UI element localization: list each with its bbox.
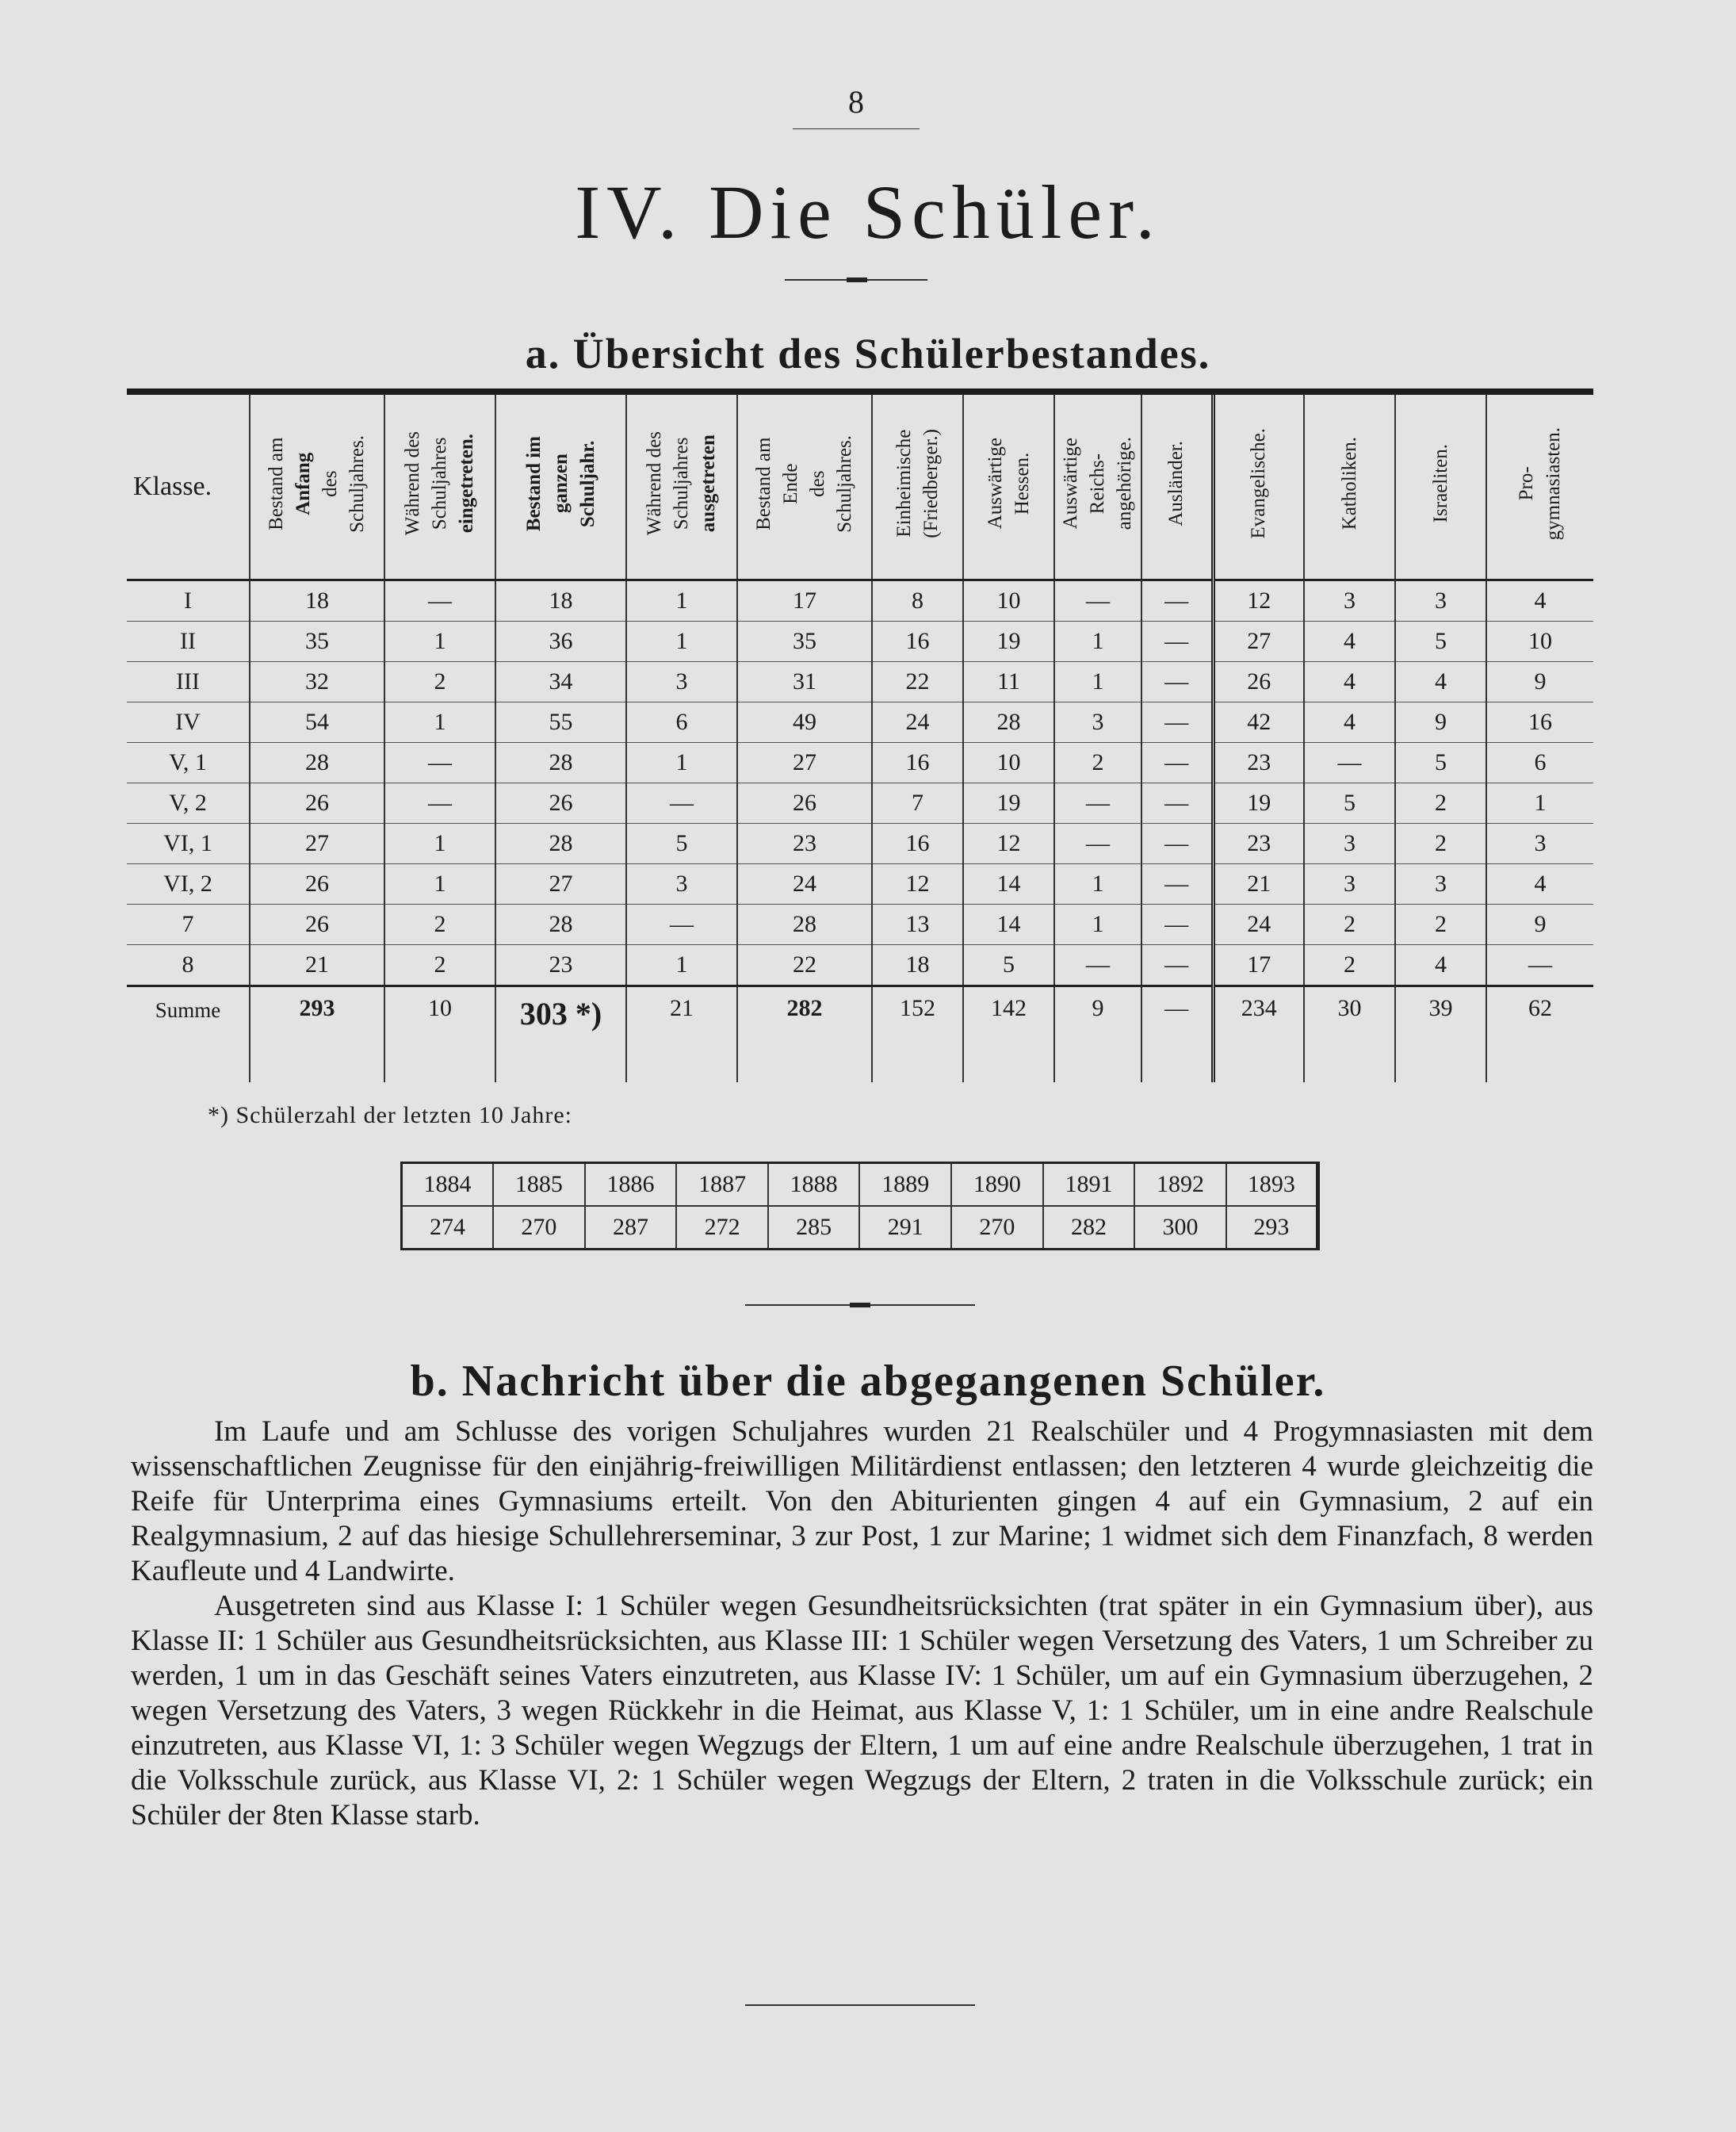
table-cell: 23 — [1213, 824, 1304, 864]
column-header-line: Reichs- — [1087, 453, 1108, 515]
table-cell: 9 — [1486, 905, 1593, 945]
column-header-line: Anfang — [293, 452, 314, 515]
table-cell: 26 — [250, 783, 384, 824]
column-header-3 — [495, 392, 626, 580]
column-header-line: Evangelische. — [1248, 428, 1270, 539]
paragraph-graduates: Im Laufe und am Schlusse des vorigen Schuljahres wurden 21 Realschüler und 4 Progymnasiasten mit dem wissenschaftlichen Zeugnisse für den einjährig-freiwilligen Militärdienst entlassen; den letzteren 4 wurde gleichzeitig die Reife für Unterprima eines Gymnasiums erteilt. Von den Abiturienten gingen 4 auf ein Gymnasium, 2 auf ein Realgymnasium, 2 auf das hiesige Schullehrerseminar, 3 zur Post, 1 zur Marine; 1 widmet sich dem Finanzfach, 8 werden Kaufleute und 4 Landwirte. — [131, 1415, 1593, 1587]
table-cell: 1 — [626, 622, 737, 662]
sum-label: Summe — [127, 986, 250, 1083]
table-cell: 2 — [1395, 783, 1486, 824]
table-cell: 18 — [495, 580, 626, 622]
table-cell: 3 — [1304, 824, 1395, 864]
year-cell: 1890 — [951, 1163, 1043, 1207]
column-header-line: des — [807, 470, 828, 497]
column-header-5 — [737, 392, 872, 580]
column-header-text — [891, 429, 945, 538]
table-cell: 19 — [1213, 783, 1304, 824]
table-cell: 2 — [1395, 905, 1486, 945]
table-cell: 5 — [1304, 783, 1395, 824]
table-body — [127, 580, 1593, 1083]
table-cell: — — [1141, 864, 1213, 905]
table-cell: 18 — [872, 945, 963, 986]
table-cell: 3 — [1304, 864, 1395, 905]
column-header-line: eingetreten. — [456, 434, 477, 534]
table-cell: 36 — [495, 622, 626, 662]
column-header-13 — [1486, 392, 1593, 580]
table-cell: — — [1304, 743, 1395, 783]
table-cell: 26 — [495, 783, 626, 824]
table-cell: 11 — [963, 662, 1054, 702]
year-cell: 1887 — [676, 1163, 768, 1207]
table-cell: 1 — [1054, 905, 1141, 945]
table-cell: 24 — [872, 702, 963, 743]
table-cell: 26 — [250, 864, 384, 905]
table-row — [127, 824, 1593, 864]
year-cell: 1892 — [1134, 1163, 1226, 1207]
sum-cell: 234 — [1213, 986, 1304, 1083]
klasse-cell: VI, 2 — [127, 864, 250, 905]
table-cell: — — [1054, 945, 1141, 986]
table-cell: 5 — [963, 945, 1054, 986]
column-header-text — [751, 435, 858, 533]
table-cell: 32 — [250, 662, 384, 702]
table-cell: 4 — [1304, 622, 1395, 662]
year-cell: 1891 — [1043, 1163, 1135, 1207]
table-cell: 23 — [495, 945, 626, 986]
table-cell: 1 — [384, 622, 495, 662]
table-cell: — — [1141, 824, 1213, 864]
table-cell: 9 — [1395, 702, 1486, 743]
table-cell: 54 — [250, 702, 384, 743]
table-cell: — — [1141, 743, 1213, 783]
table-cell: 22 — [737, 945, 872, 986]
column-header-line: Pro- — [1516, 466, 1537, 501]
table-cell: 1 — [384, 824, 495, 864]
table-cell: 42 — [1213, 702, 1304, 743]
table-cell: 1 — [1054, 662, 1141, 702]
column-header-text — [982, 438, 1036, 529]
title-divider-mark — [847, 278, 867, 282]
table-cell: 28 — [495, 743, 626, 783]
column-header-line: Bestand im — [522, 435, 545, 532]
table-cell: — — [384, 580, 495, 622]
sum-cell: 9 — [1054, 986, 1141, 1083]
table-cell: 19 — [963, 783, 1054, 824]
column-header-text — [1428, 444, 1455, 522]
table-cell: 6 — [1486, 743, 1593, 783]
table-cell: 23 — [737, 824, 872, 864]
table-cell: 35 — [250, 622, 384, 662]
table-cell: — — [1486, 945, 1593, 986]
column-header-line: ganzen — [549, 454, 572, 514]
table-cell: 19 — [963, 622, 1054, 662]
table-cell: 1 — [1054, 622, 1141, 662]
column-header-line: Ausländer. — [1165, 441, 1187, 526]
table-cell: — — [1141, 945, 1213, 986]
table-cell: — — [1054, 824, 1141, 864]
klasse-cell: III — [127, 662, 250, 702]
table-cell: 3 — [1486, 824, 1593, 864]
years-row — [402, 1163, 1318, 1207]
body-text — [131, 1414, 1593, 1833]
count-cell: 291 — [859, 1206, 951, 1250]
chapter-title: IV. Die Schüler. — [575, 170, 1161, 255]
column-header-2 — [384, 392, 495, 580]
column-header-line: Während des — [644, 431, 665, 536]
table-cell: 3 — [1395, 864, 1486, 905]
column-header-text — [1057, 437, 1138, 530]
table-cell: 12 — [872, 864, 963, 905]
klasse-cell: IV — [127, 702, 250, 743]
table-row — [127, 580, 1593, 622]
table-header-row — [127, 392, 1593, 580]
table-cell: 21 — [250, 945, 384, 986]
table-cell: 1 — [384, 702, 495, 743]
table-cell: 21 — [1213, 864, 1304, 905]
table-cell: 5 — [1395, 743, 1486, 783]
sum-cell: 303 *) — [495, 986, 626, 1083]
table-cell: 3 — [1304, 580, 1395, 622]
page-number-underline — [793, 128, 920, 129]
table-cell: 24 — [1213, 905, 1304, 945]
table-cell: 31 — [737, 662, 872, 702]
sum-cell: 142 — [963, 986, 1054, 1083]
column-header-line: Während des — [402, 431, 423, 536]
column-header-line: Bestand am — [266, 437, 287, 530]
column-header-11 — [1304, 392, 1395, 580]
column-header-line: Schuljahr. — [576, 440, 598, 527]
column-header-8 — [1054, 392, 1141, 580]
year-cell: 1884 — [402, 1163, 494, 1207]
column-header-line: angehörige. — [1114, 437, 1135, 530]
table-row — [127, 702, 1593, 743]
table-cell: 26 — [250, 905, 384, 945]
table-row — [127, 945, 1593, 986]
table-cell: 28 — [495, 824, 626, 864]
table-cell: 1 — [384, 864, 495, 905]
table-cell: 7 — [872, 783, 963, 824]
table-cell: — — [1141, 905, 1213, 945]
table-cell: 10 — [963, 580, 1054, 622]
table-cell: 12 — [963, 824, 1054, 864]
table-cell: — — [1054, 783, 1141, 824]
sum-cell: 293 — [250, 986, 384, 1083]
column-header-line: Schuljahres — [671, 437, 692, 530]
sum-cell: 39 — [1395, 986, 1486, 1083]
column-header-line: Schuljahres. — [834, 434, 855, 533]
count-cell: 270 — [951, 1206, 1043, 1250]
table-cell: 49 — [737, 702, 872, 743]
count-cell: 282 — [1043, 1206, 1135, 1250]
table-cell: 14 — [963, 864, 1054, 905]
counts-row — [402, 1206, 1318, 1250]
table-cell: 16 — [1486, 702, 1593, 743]
sum-cell: — — [1141, 986, 1213, 1083]
table-cell: 27 — [737, 743, 872, 783]
table-cell: 27 — [495, 864, 626, 905]
table-cell: 16 — [872, 743, 963, 783]
table-cell: 2 — [384, 905, 495, 945]
count-cell: 293 — [1226, 1206, 1318, 1250]
table-row — [127, 783, 1593, 824]
sum-cell: 10 — [384, 986, 495, 1083]
column-header-line: Schuljahres — [429, 437, 450, 530]
column-header-6 — [872, 392, 963, 580]
column-header-line: Bestand am — [753, 437, 774, 530]
column-header-line: (Friedberger.) — [920, 429, 942, 538]
sum-cell: 282 — [737, 986, 872, 1083]
column-header-12 — [1395, 392, 1486, 580]
klasse-column-header: Klasse. — [127, 392, 250, 580]
table-cell: 2 — [384, 945, 495, 986]
student-stats-table — [127, 389, 1593, 1082]
table-cell: 18 — [250, 580, 384, 622]
column-header-line: gymnasiasten. — [1543, 427, 1564, 541]
table-cell: 5 — [1395, 622, 1486, 662]
table-row — [127, 622, 1593, 662]
table-cell: 1 — [626, 580, 737, 622]
column-header-7 — [963, 392, 1054, 580]
yearly-counts-table — [400, 1162, 1320, 1250]
sum-cell: 62 — [1486, 986, 1593, 1083]
column-header-9 — [1141, 392, 1213, 580]
table-cell: 55 — [495, 702, 626, 743]
table-cell: 35 — [737, 622, 872, 662]
paragraph-withdrawals: Ausgetreten sind aus Klasse I: 1 Schüler wegen Gesundheitsrücksichten (trat später in ein Gymnasium über), aus Klasse II: 1 Schüler aus Gesundheitsrücksichten, aus Klasse III: 1 Schüler wegen Versetzung des Vaters, 1 um Schreiber zu werden, 1 um in das Geschäft seines Vaters einzutreten, aus Klasse IV: 1 Schüler, um auf ein Gymnasium überzugehen, 2 wegen Versetzung des Vaters, 3 wegen Rückkehr in die Heimat, aus Klasse V, 1: 1 Schüler, um in eine andre Realschule einzutreten, aus Klasse VI, 1: 3 Schüler wegen Wegzugs der Eltern, 1 um auf eine andre Realschule überzugehen, 1 trat in die Volksschule zurück, aus Klasse VI, 2: 1 Schüler wegen Wegzugs der Eltern, 2 traten in die Volksschule zurück; ein Schüler der 8ten Klasse starb. — [131, 1590, 1593, 1832]
table-row — [127, 743, 1593, 783]
sum-row — [127, 986, 1593, 1083]
column-header-line: Schuljahres. — [346, 434, 368, 533]
year-cell: 1885 — [493, 1163, 585, 1207]
table-cell: 13 — [872, 905, 963, 945]
table-cell: 4 — [1486, 580, 1593, 622]
table-cell: 17 — [737, 580, 872, 622]
count-cell: 272 — [676, 1206, 768, 1250]
count-cell: 287 — [585, 1206, 677, 1250]
column-header-text — [263, 435, 371, 533]
year-cell: 1889 — [859, 1163, 951, 1207]
column-header-text — [1513, 427, 1567, 540]
table-cell: 1 — [626, 743, 737, 783]
column-header-text — [400, 431, 480, 535]
count-cell: 300 — [1134, 1206, 1226, 1250]
footnote: *) Schülerzahl der letzten 10 Jahre: — [208, 1102, 572, 1128]
count-cell: 274 — [402, 1206, 494, 1250]
table-cell: — — [626, 905, 737, 945]
klasse-cell: 8 — [127, 945, 250, 986]
table-cell: 34 — [495, 662, 626, 702]
table-cell: 10 — [963, 743, 1054, 783]
column-header-line: Auswärtige — [984, 438, 1006, 530]
column-header-text — [1245, 428, 1272, 539]
table-cell: 16 — [872, 622, 963, 662]
column-header-text — [641, 431, 722, 535]
table-cell: — — [1141, 783, 1213, 824]
klasse-cell: VI, 1 — [127, 824, 250, 864]
sum-cell: 152 — [872, 986, 963, 1083]
table-cell: 4 — [1395, 662, 1486, 702]
section-a-title: a. Übersicht des Schülerbestandes. — [525, 330, 1211, 377]
table-row — [127, 905, 1593, 945]
column-header-4 — [626, 392, 737, 580]
table-cell: 3 — [626, 662, 737, 702]
column-header-line: Israeliten. — [1429, 444, 1451, 523]
column-header-text — [521, 436, 602, 531]
table-cell: — — [384, 783, 495, 824]
table-cell: 4 — [1486, 864, 1593, 905]
count-cell: 285 — [768, 1206, 860, 1250]
page-number: 8 — [848, 84, 864, 120]
table-cell: 14 — [963, 905, 1054, 945]
sum-cell: 30 — [1304, 986, 1395, 1083]
year-cell: 1888 — [768, 1163, 860, 1207]
klasse-cell: 7 — [127, 905, 250, 945]
column-header-line: Einheimische — [893, 429, 915, 538]
column-header-line: Ende — [780, 463, 801, 504]
table-cell: 5 — [626, 824, 737, 864]
table-cell: — — [1054, 580, 1141, 622]
table-cell: 28 — [495, 905, 626, 945]
table-cell: 3 — [1395, 580, 1486, 622]
table-header — [127, 392, 1593, 580]
table-cell: 23 — [1213, 743, 1304, 783]
table-cell: 28 — [963, 702, 1054, 743]
table-cell: 4 — [1304, 702, 1395, 743]
table-cell: — — [1141, 662, 1213, 702]
table-cell: 1 — [626, 945, 737, 986]
table-cell: 4 — [1304, 662, 1395, 702]
table-cell: 1 — [1486, 783, 1593, 824]
klasse-cell: I — [127, 580, 250, 622]
table-cell: 10 — [1486, 622, 1593, 662]
column-header-line: Hessen. — [1011, 452, 1033, 515]
column-header-text — [1336, 437, 1363, 530]
year-cell: 1893 — [1226, 1163, 1318, 1207]
sum-cell: 21 — [626, 986, 737, 1083]
table-cell: 28 — [737, 905, 872, 945]
column-header-1 — [250, 392, 384, 580]
table-cell: — — [1141, 622, 1213, 662]
table-cell: 27 — [250, 824, 384, 864]
year-cell: 1886 — [585, 1163, 677, 1207]
table-cell: 26 — [1213, 662, 1304, 702]
table-cell: 24 — [737, 864, 872, 905]
table-cell: 26 — [737, 783, 872, 824]
table-cell: 12 — [1213, 580, 1304, 622]
table-cell: 2 — [1054, 743, 1141, 783]
table-cell: — — [1141, 580, 1213, 622]
table-cell: 28 — [250, 743, 384, 783]
table-cell: 22 — [872, 662, 963, 702]
table-cell: 1 — [1054, 864, 1141, 905]
section-b-title: b. Nachricht über die abgegangenen Schüler. — [410, 1357, 1326, 1406]
table-cell: 3 — [626, 864, 737, 905]
end-divider — [745, 2004, 975, 2006]
column-header-line: Katholiken. — [1338, 437, 1360, 530]
klasse-cell: V, 2 — [127, 783, 250, 824]
table-row — [127, 864, 1593, 905]
column-header-10 — [1213, 392, 1304, 580]
table-cell: 2 — [1395, 824, 1486, 864]
table-cell: 2 — [1304, 905, 1395, 945]
table-cell: — — [1141, 702, 1213, 743]
column-header-line: des — [319, 470, 341, 497]
table-cell: — — [384, 743, 495, 783]
table-cell: 3 — [1054, 702, 1141, 743]
table-cell: 4 — [1395, 945, 1486, 986]
count-cell: 270 — [493, 1206, 585, 1250]
column-header-line: Auswärtige — [1060, 438, 1081, 530]
table-cell: 6 — [626, 702, 737, 743]
column-header-line: ausgetreten — [698, 434, 719, 533]
table-cell: 2 — [1304, 945, 1395, 986]
table-row — [127, 662, 1593, 702]
table-cell: — — [626, 783, 737, 824]
table-cell: 27 — [1213, 622, 1304, 662]
table-cell: 8 — [872, 580, 963, 622]
klasse-cell: V, 1 — [127, 743, 250, 783]
column-header-text — [1163, 441, 1190, 526]
table-cell: 16 — [872, 824, 963, 864]
table-cell: 17 — [1213, 945, 1304, 986]
klasse-cell: II — [127, 622, 250, 662]
table-cell: 2 — [384, 662, 495, 702]
table-cell: 9 — [1486, 662, 1593, 702]
section-divider-mark — [850, 1303, 870, 1307]
